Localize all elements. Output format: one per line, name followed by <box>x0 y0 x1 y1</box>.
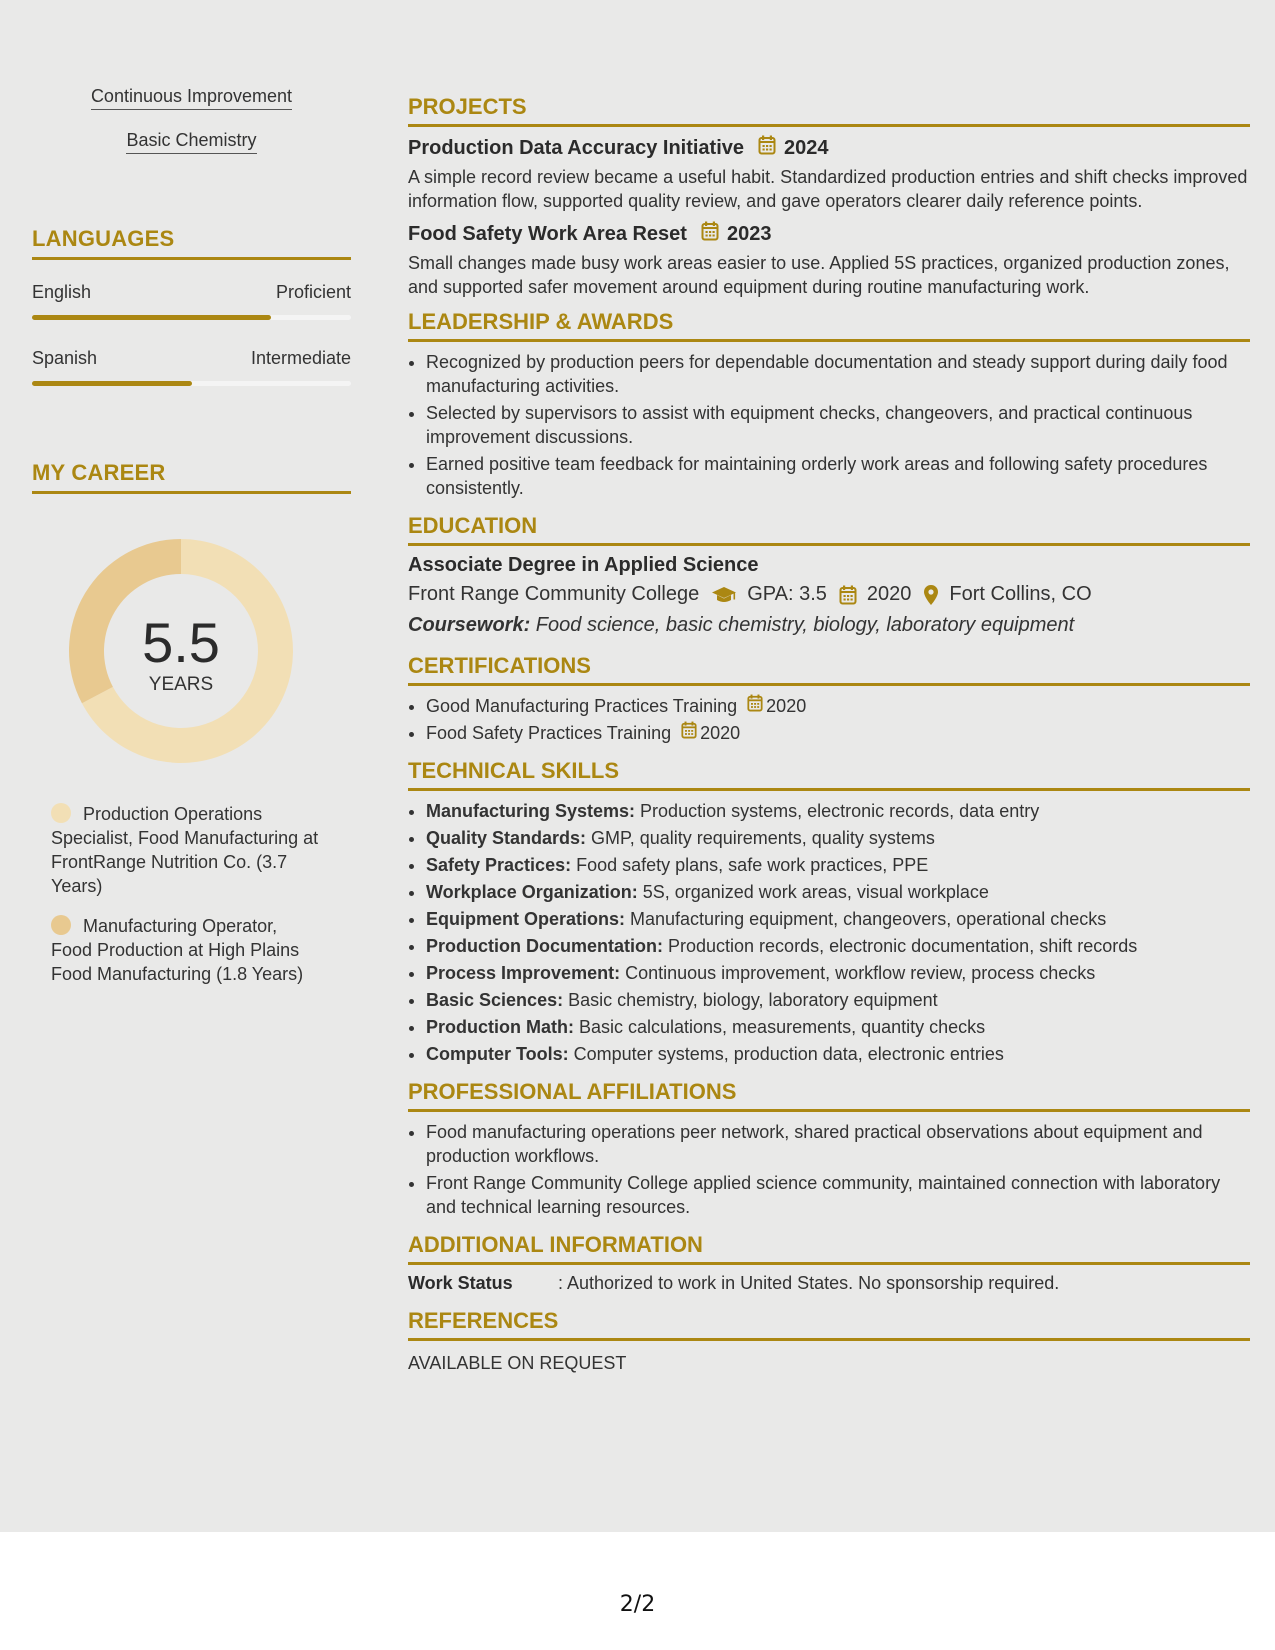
education-coursework <box>408 614 1250 637</box>
certification-name: Food Safety Practices Training <box>426 723 672 743</box>
career-legend <box>51 802 321 986</box>
skill-label: Production Math: <box>426 1017 574 1037</box>
certification-year: 2020 <box>766 696 807 716</box>
skill-item <box>426 880 1250 904</box>
career-donut-chart <box>66 536 296 766</box>
skill-label: Computer Tools: <box>426 1044 569 1064</box>
map-pin-icon <box>923 584 939 606</box>
calendar-icon <box>681 721 700 745</box>
career-title: MY CAREER <box>32 460 351 494</box>
certification-name: Good Manufacturing Practices Training <box>426 696 738 716</box>
skill-label: Safety Practices: <box>426 855 572 875</box>
education-year: 2020 <box>866 583 912 605</box>
education-gpa: GPA: 3.5 <box>747 583 827 605</box>
list-item: • Earned positive team feedback for maintaining orderly work areas and following safety procedures consistently. <box>426 452 1250 500</box>
skill-label: Process Improvement: <box>426 963 621 983</box>
legend-dot-icon <box>51 915 71 935</box>
skill-value: Basic chemistry, biology, laboratory equipment <box>563 990 938 1010</box>
interest-list <box>32 86 351 174</box>
career-legend-item <box>51 914 321 986</box>
project-name: Production Data Accuracy Initiative <box>408 136 745 159</box>
language-level-fill <box>32 315 271 320</box>
skill-label: Workplace Organization: <box>426 882 638 902</box>
skill-value: Food safety plans, safe work practices, PPE <box>571 855 929 875</box>
legend-dot-icon <box>51 803 71 823</box>
calendar-icon <box>839 585 857 605</box>
coursework-text: Food science, basic chemistry, biology, laboratory equipment <box>530 614 1075 636</box>
skill-item <box>426 853 1250 877</box>
graduation-cap-icon <box>711 586 737 604</box>
language-level: Intermediate <box>250 348 351 368</box>
additional-info-value: : Authorized to work in United States. No sponsorship required. <box>558 1273 1060 1293</box>
project-description: A simple record review became a useful habit. Standardized production entries and shift checks improved information flow, supported quality review, and gave operators clearer daily reference points. <box>408 167 1248 211</box>
list-item: • Recognized by production peers for dependable documentation and steady support during daily food manufacturing activities. <box>426 350 1250 398</box>
language-item <box>32 282 351 320</box>
skill-value: Computer systems, production data, electronic entries <box>568 1044 1004 1064</box>
skill-label: Quality Standards: <box>426 828 587 848</box>
interest-item: Basic Chemistry <box>126 130 256 154</box>
language-name: Spanish <box>32 348 98 368</box>
skill-label: Production Documentation: <box>426 936 663 956</box>
skill-value: Production systems, electronic records, data entry <box>635 801 1040 821</box>
additional-info-title: ADDITIONAL INFORMATION <box>408 1232 1250 1265</box>
language-level-bar <box>32 381 351 386</box>
calendar-icon <box>701 221 719 247</box>
skill-value: Production records, electronic documentation, shift records <box>663 936 1138 956</box>
project-year: 2023 <box>726 222 772 245</box>
languages-list <box>32 282 351 386</box>
references-text: AVAILABLE ON REQUEST <box>408 1353 627 1373</box>
career-legend-text: Manufacturing Operator, Food Production at High Plains Food Manufacturing (1.8 Years) <box>51 916 304 984</box>
additional-info-key: Work Status <box>408 1273 513 1293</box>
certifications-title: CERTIFICATIONS <box>408 653 1250 686</box>
skill-label: Manufacturing Systems: <box>426 801 636 821</box>
skill-value: Continuous improvement, workflow review, process checks <box>620 963 1096 983</box>
list-item: • Front Range Community College applied science community, maintained connection with laboratory and technical learning resources. <box>426 1171 1250 1219</box>
language-item <box>32 348 351 386</box>
affiliations-list <box>408 1120 1250 1219</box>
language-name: English <box>32 282 92 302</box>
project-year: 2024 <box>784 136 829 159</box>
leadership-title: LEADERSHIP & AWARDS <box>408 309 1250 342</box>
education-school: Front Range Community College <box>408 583 700 605</box>
skill-item <box>426 1015 1250 1039</box>
skill-item <box>426 907 1250 931</box>
list-item <box>426 694 1250 718</box>
education-title: EDUCATION <box>408 513 1250 546</box>
skill-item <box>426 799 1250 823</box>
career-legend-item <box>51 802 321 898</box>
left-column <box>32 86 351 1002</box>
language-level: Proficient <box>275 282 351 302</box>
project-name: Food Safety Work Area Reset <box>408 222 687 245</box>
skill-item <box>426 961 1250 985</box>
skill-item <box>426 988 1250 1012</box>
skill-value: 5S, organized work areas, visual workplace <box>637 882 989 902</box>
leadership-list <box>408 350 1250 500</box>
languages-title: LANGUAGES <box>32 226 351 260</box>
list-item: • Selected by supervisors to assist with equipment checks, changeovers, and practical continuous improvement discussions. <box>426 401 1250 449</box>
career-total-years: 5.5 <box>142 611 220 674</box>
affiliations-title: PROFESSIONAL AFFILIATIONS <box>408 1079 1250 1112</box>
certifications-list <box>408 694 1250 745</box>
career-total-label: YEARS <box>148 674 214 695</box>
skill-item <box>426 1042 1250 1066</box>
skill-item <box>426 934 1250 958</box>
references-title: REFERENCES <box>408 1308 1250 1341</box>
right-column <box>408 94 1250 1374</box>
skills-title: TECHNICAL SKILLS <box>408 758 1250 791</box>
interest-item: Continuous Improvement <box>91 86 292 110</box>
skills-list <box>408 799 1250 1066</box>
career-legend-text: Production Operations Specialist, Food Manufacturing at FrontRange Nutrition Co. (3.7 Years) <box>51 804 319 896</box>
page-number: 2/2 <box>619 1592 656 1617</box>
education-degree: Associate Degree in Applied Science <box>408 554 759 576</box>
certification-year: 2020 <box>700 723 741 743</box>
education-location: Fort Collins, CO <box>949 583 1092 605</box>
list-item <box>426 721 1250 745</box>
project-item <box>408 221 1250 299</box>
language-level-fill <box>32 381 192 386</box>
skill-label: Basic Sciences: <box>426 990 564 1010</box>
education-details <box>408 583 1250 606</box>
calendar-icon <box>758 135 776 161</box>
project-item <box>408 135 1250 213</box>
additional-info-row <box>408 1273 1250 1294</box>
skill-value: GMP, quality requirements, quality systems <box>586 828 935 848</box>
project-description: Small changes made busy work areas easier to use. Applied 5S practices, organized production zones, and supported safer movement around equipment during routine manufacturing work. <box>408 253 1230 297</box>
skill-label: Equipment Operations: <box>426 909 626 929</box>
skill-item <box>426 826 1250 850</box>
list-item: • Food manufacturing operations peer network, shared practical observations about equipment and production workflows. <box>426 1120 1250 1168</box>
skill-value: Basic calculations, measurements, quantity checks <box>573 1017 986 1037</box>
calendar-icon <box>747 694 766 718</box>
coursework-label: Coursework: <box>408 614 531 636</box>
language-level-bar <box>32 315 351 320</box>
projects-title: PROJECTS <box>408 94 1250 127</box>
skill-value: Manufacturing equipment, changeovers, operational checks <box>625 909 1107 929</box>
